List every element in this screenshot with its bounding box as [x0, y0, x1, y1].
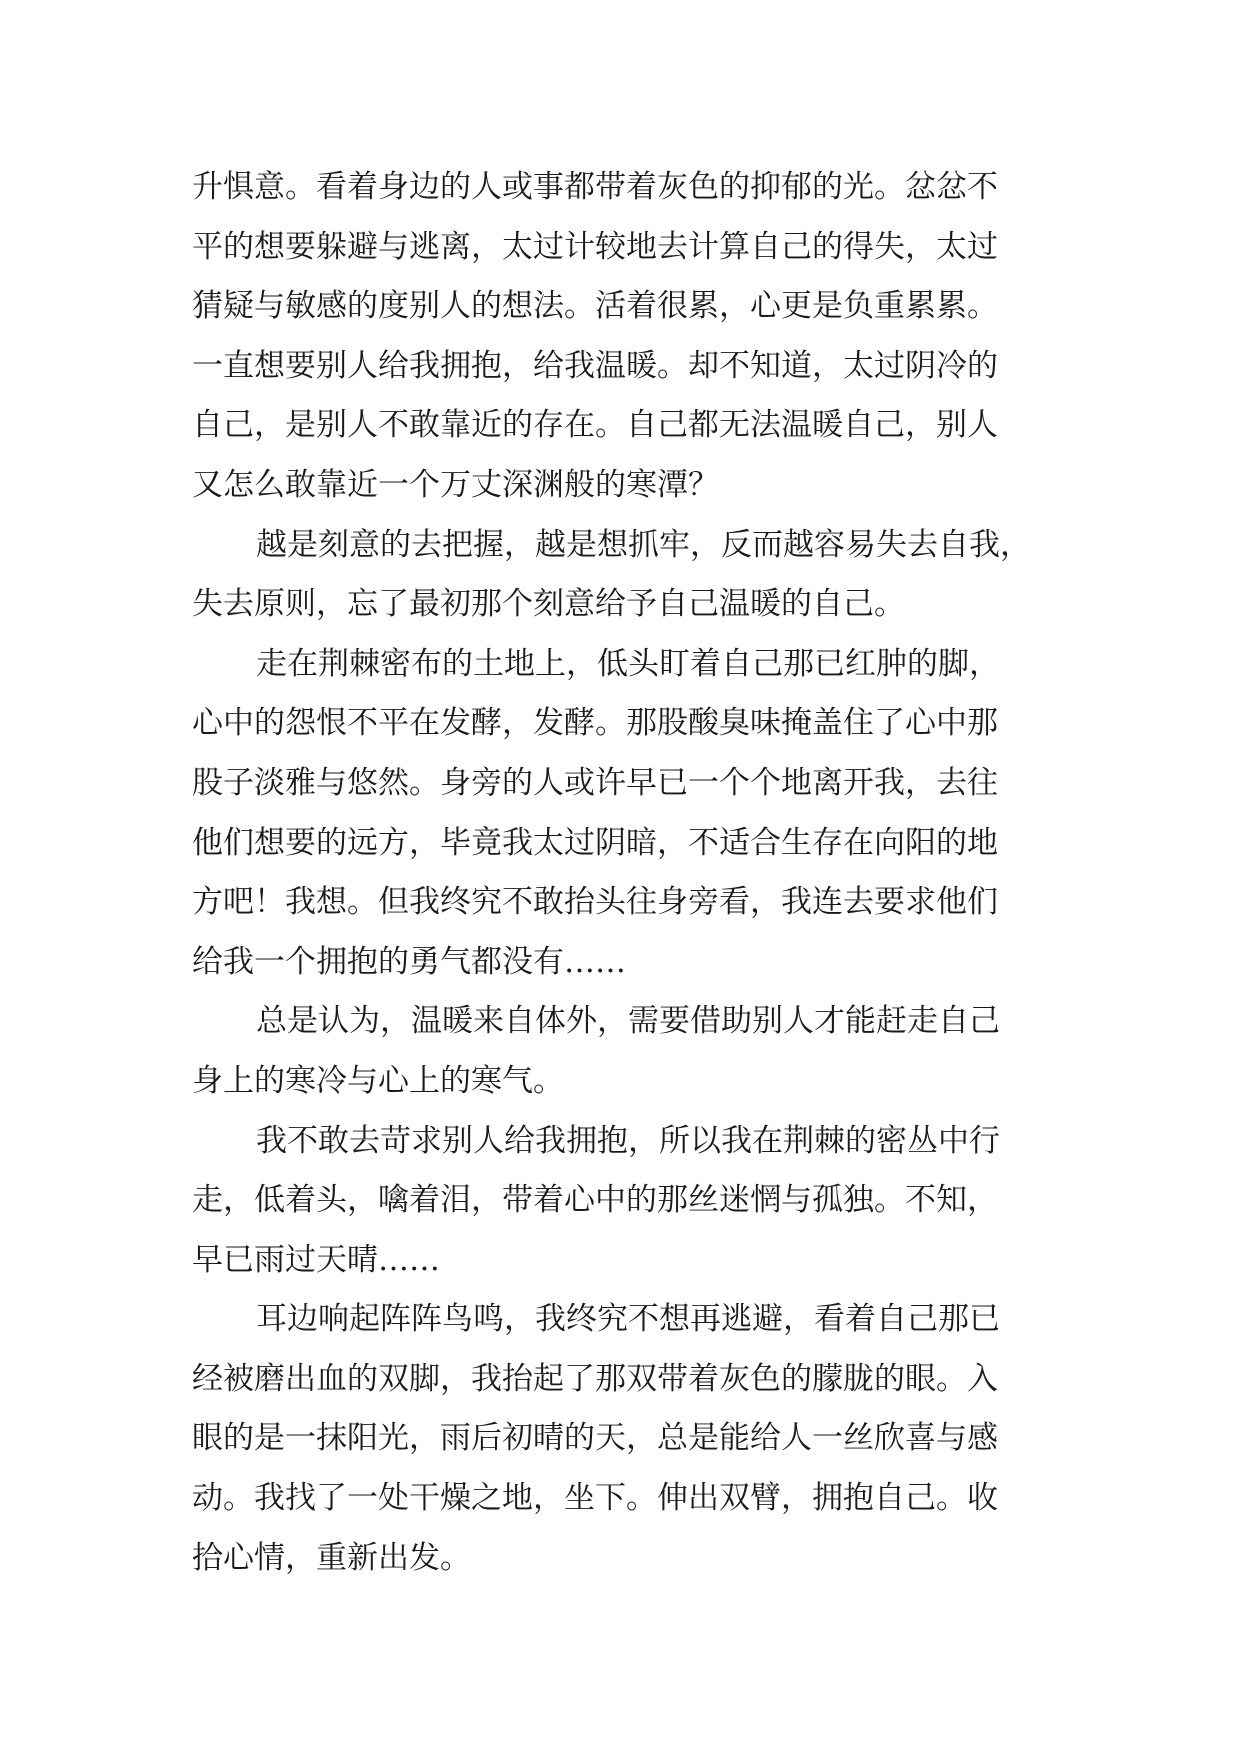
text-line: 自己，是别人不敢靠近的存在。自己都无法温暖自己，别人	[192, 407, 998, 444]
text-line: 经被磨出血的双脚，我抬起了那双带着灰色的朦胧的眼。入	[192, 1360, 998, 1397]
paragraph-first-line: 耳边响起阵阵鸟鸣，我终究不想再逃避，看着自己那已	[256, 1301, 1000, 1338]
text-line: 心中的怨恨不平在发酵，发酵。那股酸臭味掩盖住了心中那	[192, 705, 998, 742]
text-line: 股子淡雅与悠然。身旁的人或许早已一个个地离开我，去往	[192, 764, 998, 801]
text-line: 方吧！我想。但我终究不敢抬头往身旁看，我连去要求他们	[192, 884, 998, 921]
paragraph-first-line: 我不敢去苛求别人给我拥抱，所以我在荆棘的密丛中行	[256, 1122, 1000, 1159]
text-line: 身上的寒冷与心上的寒气。	[192, 1062, 564, 1099]
text-line: 走，低着头，噙着泪，带着心中的那丝迷惘与孤独。不知，	[192, 1182, 998, 1219]
paragraph-first-line: 越是刻意的去把握，越是想抓牢，反而越容易失去自我，	[256, 526, 1031, 563]
text-line: 又怎么敢靠近一个万丈深渊般的寒潭？	[192, 466, 719, 503]
text-line: 拾心情，重新出发。	[192, 1539, 471, 1576]
text-line: 一直想要别人给我拥抱，给我温暖。却不知道，太过阴冷的	[192, 347, 998, 384]
text-line: 失去原则，忘了最初那个刻意给予自己温暖的自己。	[192, 586, 905, 623]
text-line: 平的想要躲避与逃离，太过计较地去计算自己的得失，太过	[192, 228, 998, 265]
document-body	[192, 158, 1072, 1588]
text-line: 他们想要的远方，毕竟我太过阴暗，不适合生存在向阳的地	[192, 824, 998, 861]
text-line: 猜疑与敏感的度别人的想法。活着很累，心更是负重累累。	[192, 288, 998, 325]
text-line: 给我一个拥抱的勇气都没有……	[192, 943, 626, 980]
text-line: 升惧意。看着身边的人或事都带着灰色的抑郁的光。忿忿不	[192, 169, 998, 205]
text-line: 早已雨过天晴……	[192, 1241, 440, 1278]
text-line: 动。我找了一处干燥之地，坐下。伸出双臂，拥抱自己。收	[192, 1480, 998, 1517]
text-line: 眼的是一抹阳光，雨后初晴的天，总是能给人一丝欣喜与感	[192, 1420, 998, 1457]
paragraph-first-line: 走在荆棘密布的土地上，低头盯着自己那已红肿的脚，	[256, 645, 1000, 682]
paragraph-first-line: 总是认为，温暖来自体外，需要借助别人才能赶走自己	[256, 1003, 1000, 1040]
